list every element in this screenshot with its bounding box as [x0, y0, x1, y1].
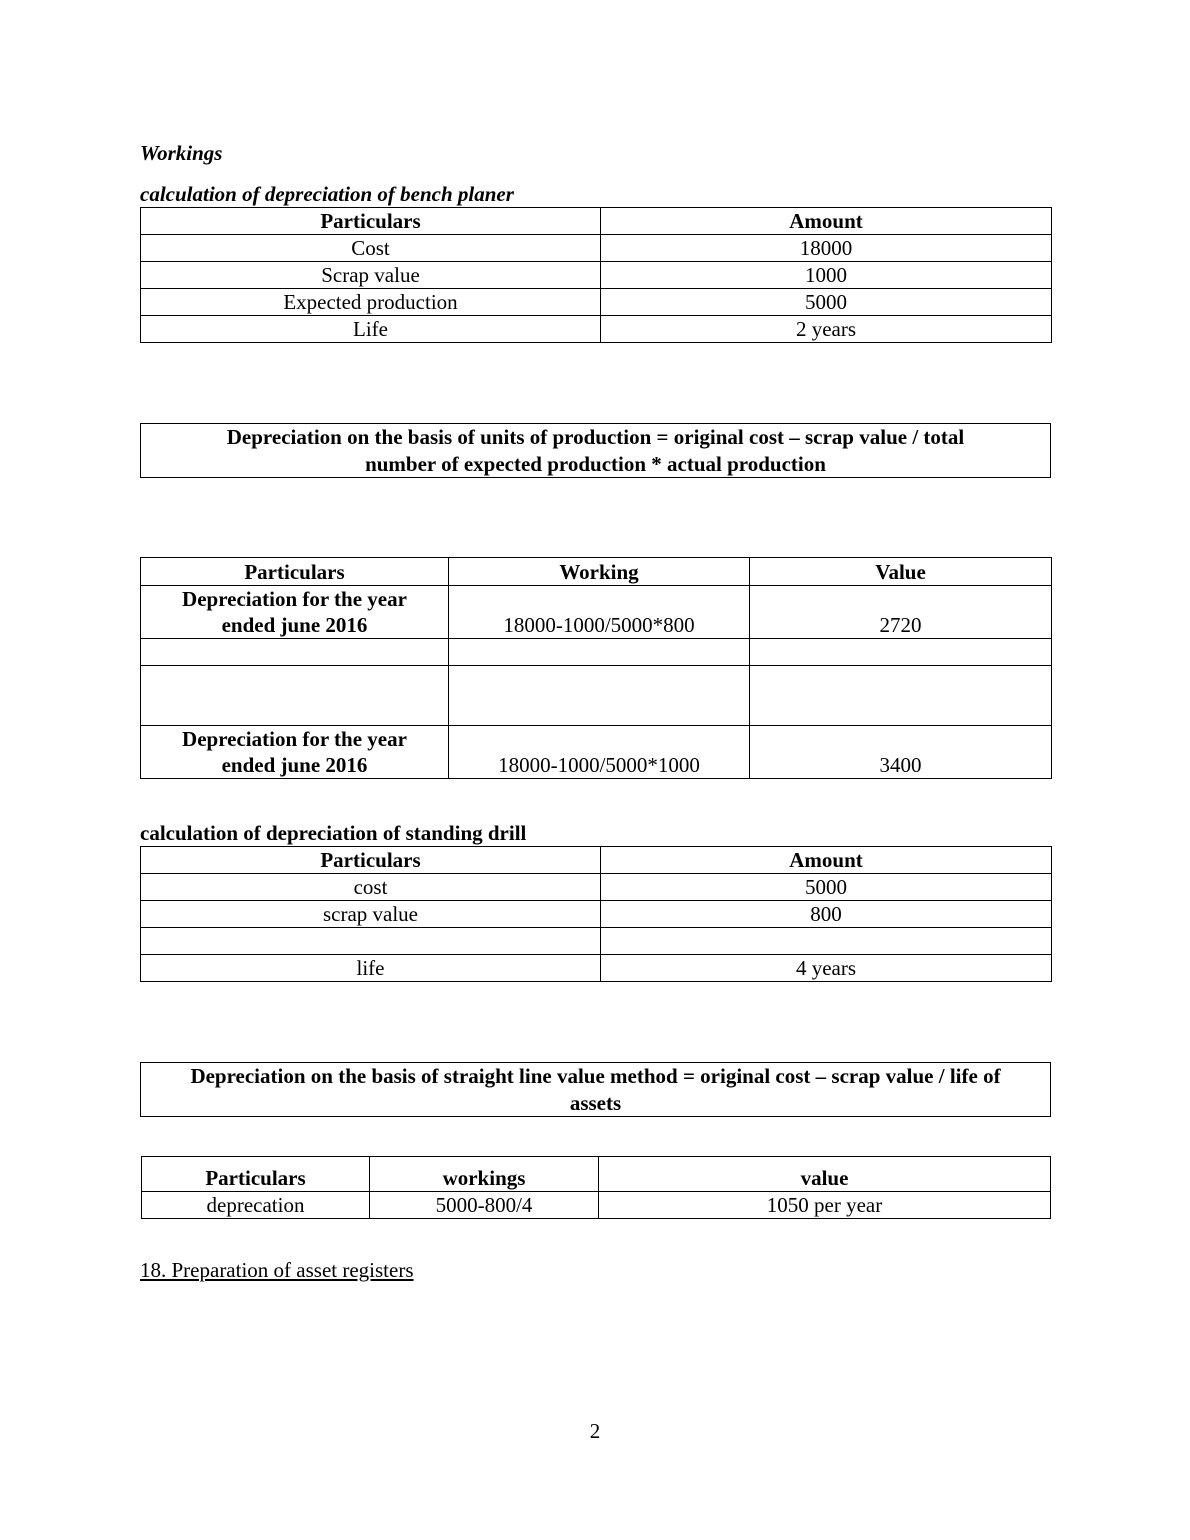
bench-planer-table	[140, 207, 1052, 343]
header-amount: Amount	[601, 208, 1052, 235]
header-particulars: Particulars	[141, 847, 601, 874]
cell-deprecation-value: 1050 per year	[599, 1192, 1051, 1219]
cell-production-label: Expected production	[141, 289, 601, 316]
cell-working-800: 18000-1000/5000*800	[449, 586, 750, 639]
cell-scrap-label: Scrap value	[141, 262, 601, 289]
cell-value-3400: 3400	[750, 726, 1052, 779]
empty-cell	[141, 666, 449, 726]
cell-deprecation-label: deprecation	[142, 1192, 370, 1219]
header-workings: workings	[370, 1157, 599, 1192]
cell-depreciation-2016-label	[141, 586, 449, 639]
straight-line-formula-box	[140, 1062, 1051, 1117]
empty-cell	[601, 928, 1052, 955]
cell-cost-label: cost	[141, 874, 601, 901]
units-formula-box	[140, 423, 1051, 478]
empty-cell	[750, 639, 1052, 666]
cell-working-1000: 18000-1000/5000*1000	[449, 726, 750, 779]
units-formula-line1: Depreciation on the basis of units of production = original cost – scrap value / total	[226, 425, 965, 449]
empty-cell	[750, 666, 1052, 726]
cell-life-value: 4 years	[601, 955, 1052, 982]
header-value: Value	[750, 558, 1052, 586]
label-line1: Depreciation for the year	[182, 587, 407, 611]
cell-scrap-value: 800	[601, 901, 1052, 928]
units-formula-line2: number of expected production * actual production	[365, 452, 826, 476]
header-particulars: Particulars	[141, 558, 449, 586]
units-production-table	[140, 557, 1052, 779]
header-value: value	[599, 1157, 1051, 1192]
empty-cell	[141, 639, 449, 666]
cell-life-label: life	[141, 955, 601, 982]
straight-line-formula-line2: assets	[569, 1091, 622, 1115]
straight-line-table	[141, 1156, 1051, 1219]
header-particulars: Particulars	[141, 208, 601, 235]
cell-cost-label: Cost	[141, 235, 601, 262]
straight-line-formula-line1: Depreciation on the basis of straight line value method = original cost – scrap value / life of	[190, 1064, 1001, 1088]
label-line2: ended june 2016	[221, 613, 368, 637]
label-line1: Depreciation for the year	[182, 727, 407, 751]
cell-value-2720: 2720	[750, 586, 1052, 639]
standing-drill-title: calculation of depreciation of standing drill	[140, 821, 527, 845]
asset-registers-section-heading: 18. Preparation of asset registers	[140, 1258, 414, 1282]
header-working: Working	[449, 558, 750, 586]
cell-scrap-label: scrap value	[141, 901, 601, 928]
bench-planer-title: calculation of depreciation of bench planer	[140, 182, 514, 206]
cell-scrap-value: 1000	[601, 262, 1052, 289]
empty-cell	[449, 666, 750, 726]
cell-cost-value: 18000	[601, 235, 1052, 262]
cell-production-value: 5000	[601, 289, 1052, 316]
cell-cost-value: 5000	[601, 874, 1052, 901]
cell-life-value: 2 years	[601, 316, 1052, 343]
cell-depreciation-2016-label-2	[141, 726, 449, 779]
page-number: 2	[589, 1419, 601, 1443]
standing-drill-table	[140, 846, 1052, 982]
header-particulars: Particulars	[142, 1157, 370, 1192]
workings-heading: Workings	[140, 141, 223, 165]
header-amount: Amount	[601, 847, 1052, 874]
label-line2: ended june 2016	[221, 753, 368, 777]
empty-cell	[141, 928, 601, 955]
cell-life-label: Life	[141, 316, 601, 343]
empty-cell	[449, 639, 750, 666]
cell-deprecation-working: 5000-800/4	[370, 1192, 599, 1219]
